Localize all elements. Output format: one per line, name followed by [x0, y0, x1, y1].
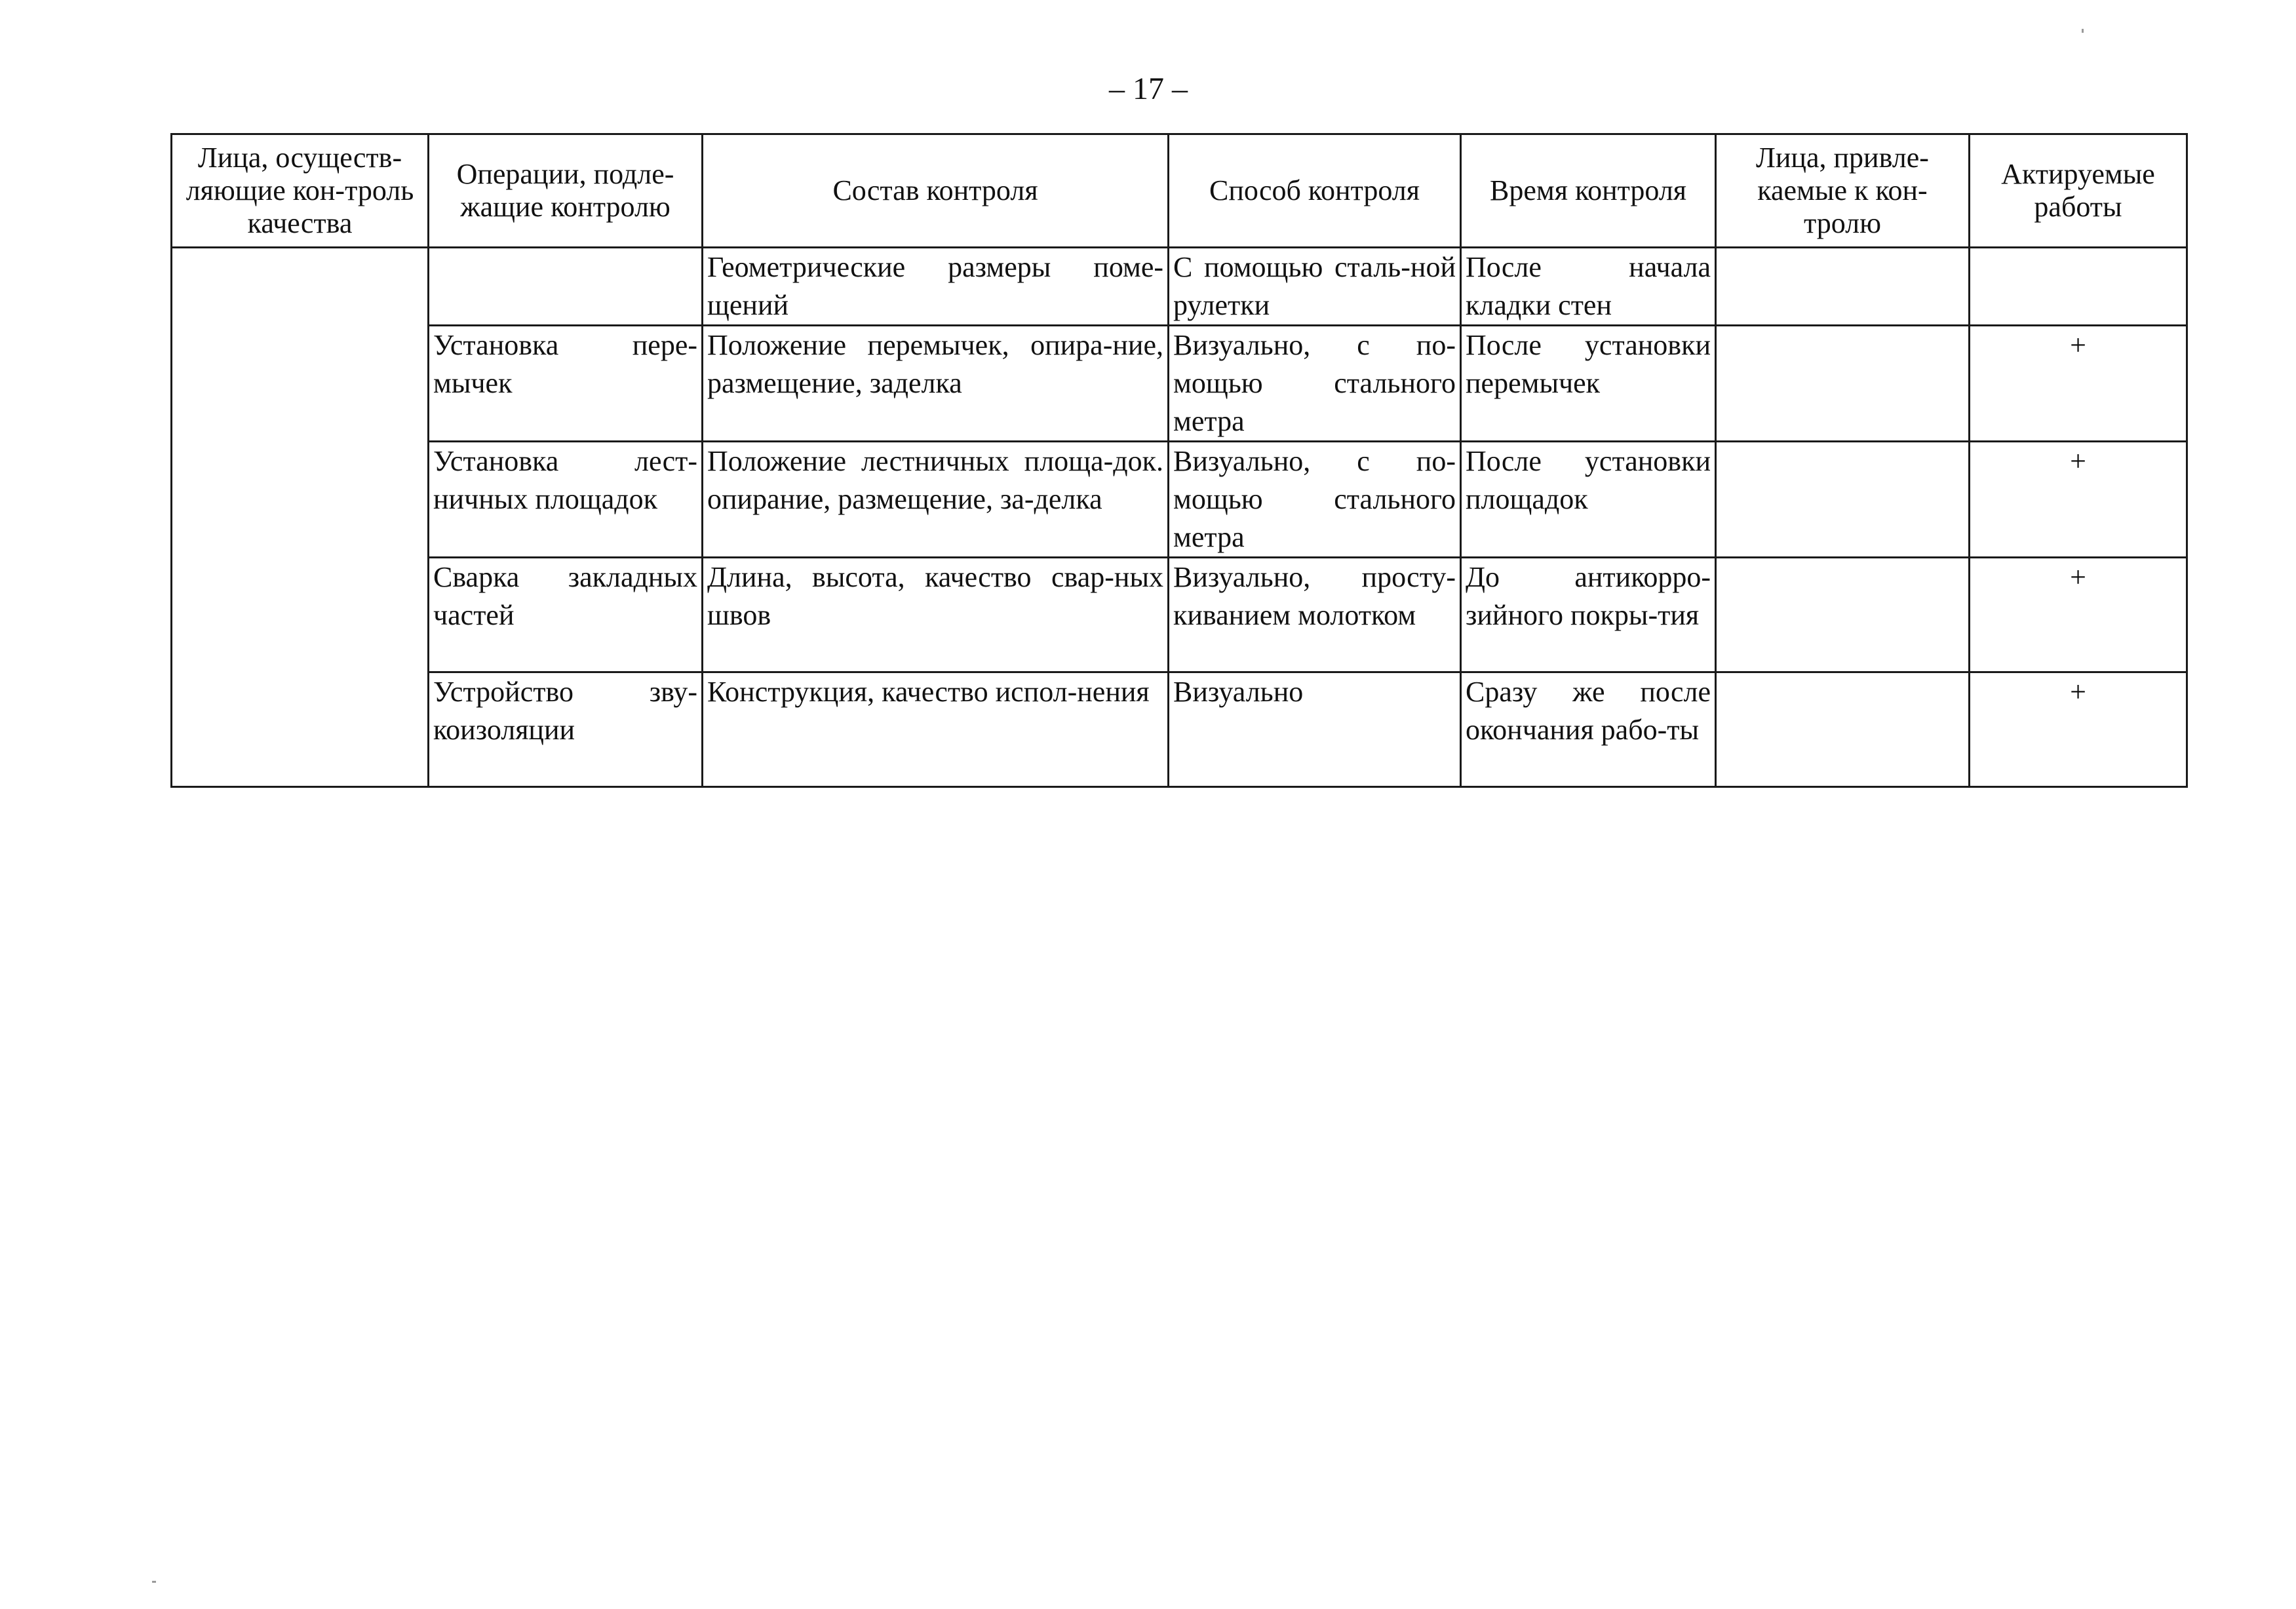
table-row — [172, 442, 2187, 558]
cell-involved — [1716, 326, 1970, 442]
cell-method: Визуально, с по-мощью стального метра — [1169, 442, 1461, 558]
header-time: Время контроля — [1461, 134, 1716, 248]
cell-time: После установки перемычек — [1461, 326, 1716, 442]
cell-composition: Положение лестничных площа-док. опирание, размещение, за-делка — [703, 442, 1169, 558]
cell-acted — [1970, 248, 2187, 326]
cell-involved — [1716, 558, 1970, 672]
header-operations: Операции, подле-жащие контролю — [429, 134, 703, 248]
cell-operation: Устройство зву-коизоляции — [429, 672, 703, 787]
cell-acted: + — [1970, 558, 2187, 672]
table-row — [172, 558, 2187, 672]
header-composition: Состав контроля — [703, 134, 1169, 248]
cell-time: После установки площадок — [1461, 442, 1716, 558]
cell-acted: + — [1970, 326, 2187, 442]
scan-speck — [152, 1581, 156, 1583]
cell-composition: Конструкция, качество испол-нения — [703, 672, 1169, 787]
table-row — [172, 672, 2187, 787]
cell-method: С помощью сталь-ной рулетки — [1169, 248, 1461, 326]
header-method: Способ контроля — [1169, 134, 1461, 248]
cell-operation — [429, 248, 703, 326]
cell-method: Визуально, просту-киванием молотком — [1169, 558, 1461, 672]
cell-composition: Геометрические размеры поме-щений — [703, 248, 1169, 326]
cell-operation: Установка лест-ничных площадок — [429, 442, 703, 558]
cell-method: Визуально — [1169, 672, 1461, 787]
cell-involved — [1716, 442, 1970, 558]
cell-time: До антикорро-зийного покры-тия — [1461, 558, 1716, 672]
cell-composition: Длина, высота, качество свар-ных швов — [703, 558, 1169, 672]
quality-control-table — [170, 133, 2188, 788]
page-number: – 17 – — [1109, 71, 1188, 106]
cell-persons — [172, 248, 429, 787]
header-persons: Лица, осуществ-ляющие кон-троль качества — [172, 134, 429, 248]
cell-time: После начала кладки стен — [1461, 248, 1716, 326]
cell-acted: + — [1970, 442, 2187, 558]
table-row — [172, 248, 2187, 326]
scan-speck — [2082, 29, 2084, 33]
table-row — [172, 326, 2187, 442]
cell-operation: Сварка закладных частей — [429, 558, 703, 672]
cell-acted: + — [1970, 672, 2187, 787]
cell-method: Визуально, с по-мощью стального метра — [1169, 326, 1461, 442]
header-involved: Лица, привле-каемые к кон-тролю — [1716, 134, 1970, 248]
cell-involved — [1716, 672, 1970, 787]
cell-involved — [1716, 248, 1970, 326]
cell-operation: Установка пере-мычек — [429, 326, 703, 442]
table-header-row — [172, 134, 2187, 248]
cell-time: Сразу же после окончания рабо-ты — [1461, 672, 1716, 787]
cell-composition: Положение перемычек, опира-ние, размещение, заделка — [703, 326, 1169, 442]
header-acted-works: Актируемые работы — [1970, 134, 2187, 248]
